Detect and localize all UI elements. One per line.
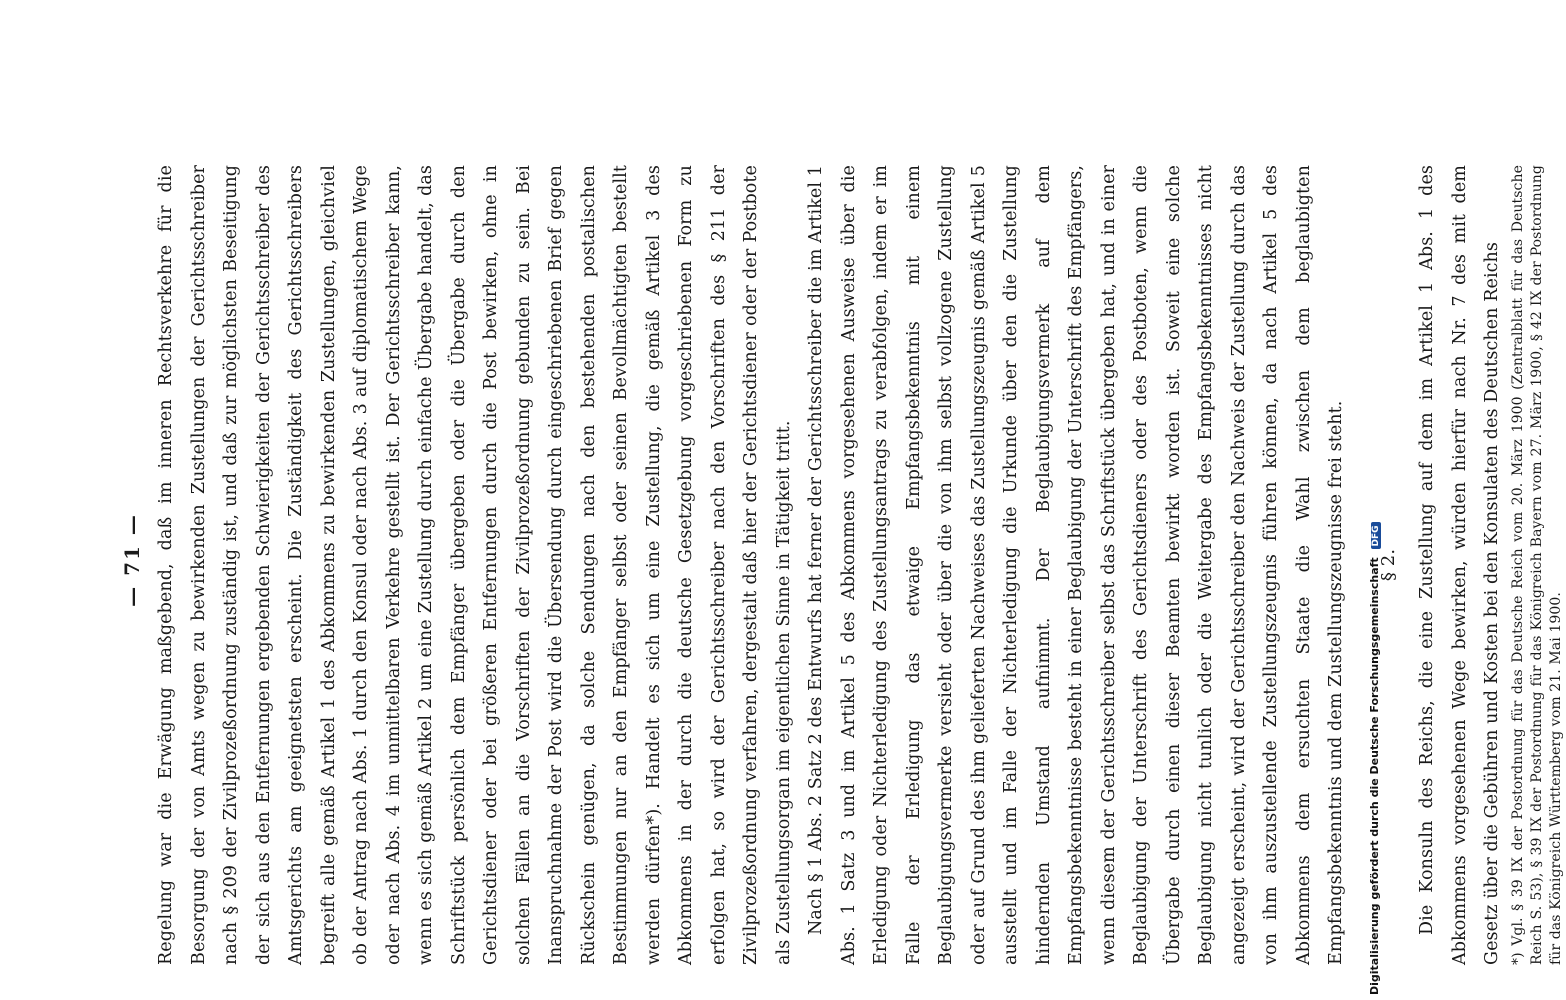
digitization-credit bbox=[1368, 0, 1381, 995]
paragraph-1: Regelung war die Erwägung maßgebend, daß im inneren Rechtsverkehre für die Besorgung der von Amts wegen zu bewirkenden Zustellungen der Gerichtsschreiber nach § 209 der Zivilprozeßordnung zuständig ist, und daß zur möglichsten Beseitigung der sich aus den Entfernungen ergebenden Schwierigkeiten der Gerichtsschreiber des Amtsgerichts am geeignetsten erscheint. Die Zuständigkeit des Gerichtsschreibers begreift alle gemäß Artikel 1 des Abkommens zu bewirkenden Zustellungen, gleichviel ob der Antrag nach Abs. 1 durch den Konsul oder nach Abs. 3 auf diplomatischem Wege oder nach Abs. 4 im unmittelbaren Verkehre gestellt ist. Der Gerichtsschreiber kann, wenn es sich gemäß Artikel 2 um eine Zustellung durch einfache Übergabe handelt, das Schriftstück persönlich dem Empfänger übergeben oder die Übergabe durch den Gerichtsdiener oder bei größeren Entfernungen durch die Post bewirken, ohne in solchen Fällen an die Vorschriften der Zivilprozeßordnung gebunden zu sein. Bei Inanspruchnahme der Post wird die Übersendung durch eingeschriebenen Brief gegen Rückschein genügen, da solche Sendungen nach den bestehenden postalischen Bestimmungen nur an den Empfänger selbst oder seinen Bevollmächtigten bestellt werden dürfen*). Handelt es sich um eine Zustellung, die gemäß Artikel 3 des Abkommens in der durch die deutsche Gesetzgebung vorgeschriebenen Form zu erfolgen hat, so wird der Gerichtsschreiber nach den Vorschriften des § 211 der Zivilprozeßordnung verfahren, dergestalt daß hier der Gerichtsdiener oder der Postbote als Zustellungsorgan im eigentlichen Sinne in Tätigkeit tritt. bbox=[156, 165, 794, 965]
credit-text: Digitalisierung gefördert durch die Deutsche Forschungsgemeinschaft bbox=[1368, 557, 1381, 995]
footnote: *) Vgl. § 39 IX der Postordnung für das Deutsche Reich vom 20. März 1900 (Zentralblatt für das Deutsche Reich S. 53), § 39 IX der Postordnung für das Königreich Bayern vom 27. März 1900, § 42 IX der Postordnung für das Königreich Württemberg vom 21. Mai 1900. bbox=[1509, 165, 1564, 965]
page-number: — 71 — bbox=[120, 513, 144, 607]
section-heading: § 2. bbox=[1377, 548, 1399, 582]
body-text bbox=[150, 165, 1566, 965]
section-paragraph: Die Konsuln des Reichs, die eine Zustellung auf dem im Artikel 1 Abs. 1 des Abkommens vorgesehenen Wege bewirken, würden hierfür nach Nr. 7 des mit dem Gesetz über die Gebühren und Kosten bei den Konsulaten des Deutschen Reichs bbox=[1417, 165, 1502, 965]
dfg-logo: DFG bbox=[1371, 522, 1381, 549]
paragraph-2: Nach § 1 Abs. 2 Satz 2 des Entwurfs hat ferner der Gerichtsschreiber die im Artikel 1 Abs. 1 Satz 3 und im Artikel 5 des Abkommens vorgesehenen Ausweise über die Erledigung oder Nichterledigung des Zustellungsantrags zu verabfolgen, indem er im Falle der Erledigung das etwaige Empfangsbekenntnis mit einem Beglaubigungsvermerke versieht oder über die von ihm selbst vollzogene Zustellung oder auf Grund des ihm gelieferten Nachweises das Zustellungszeugnis gemäß Artikel 5 ausstellt und im Falle der Nichterledigung die Urkunde über den die Zustellung hindernden Umstand aufnimmt. Der Beglaubigungsvermerk auf dem Empfangsbekenntnisse besteht in einer Beglaubigung der Unterschrift des Empfängers, wenn diesem der Gerichtsschreiber selbst das Schriftstück übergeben hat, und in einer Beglaubigung der Unterschrift des Gerichtsdieners oder des Postboten, wenn die Übergabe durch einen dieser Beamten bewirkt worden ist. Soweit eine solche Beglaubigung nicht tunlich oder die Weitergabe des Empfangsbekenntnisses nicht angezeigt erscheint, wird der Gerichtsschreiber den Nachweis der Zustellung durch das von ihm auszustellende Zustellungszeugnis führen können, da nach Artikel 5 des Abkommens dem ersuchten Staate die Wahl zwischen dem beglaubigten Empfangsbekenntnis und dem Zustellungszeugnisse frei steht. bbox=[806, 165, 1346, 965]
